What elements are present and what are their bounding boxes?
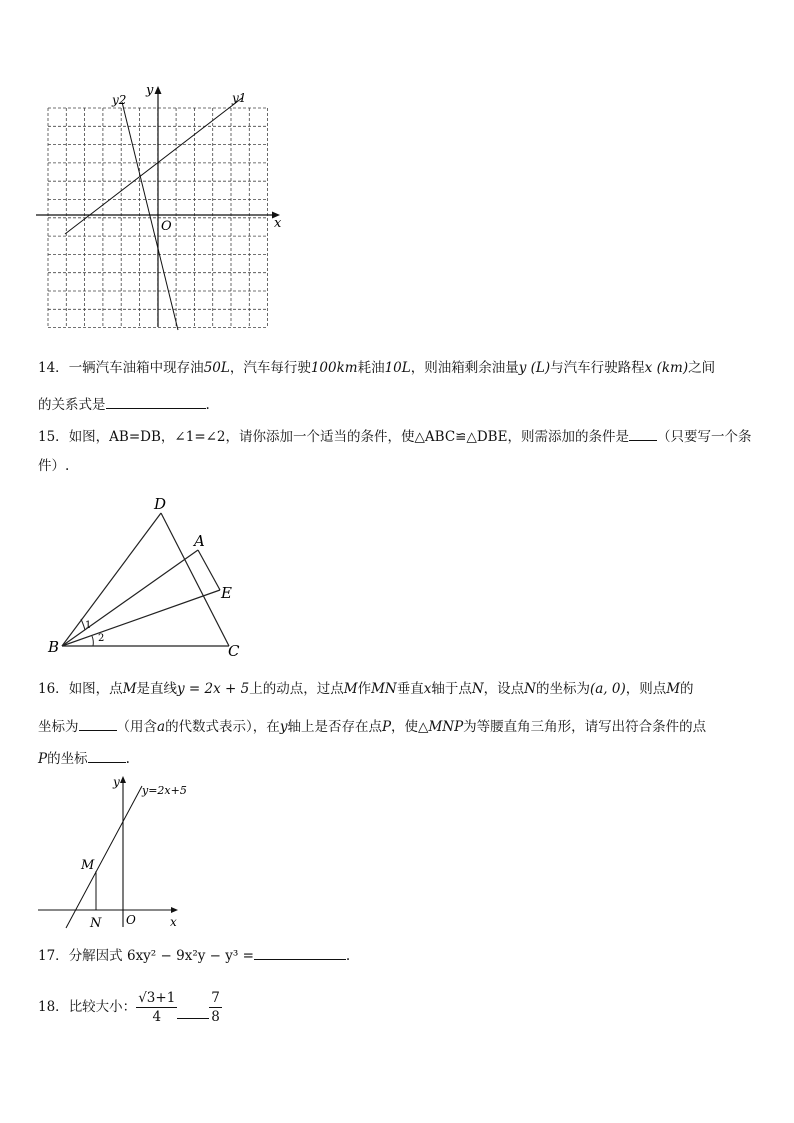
question-14-line2 (38, 394, 210, 415)
label-angle-2: 2 (98, 633, 105, 644)
q14-var-y: y (L) (518, 360, 551, 376)
label-M: M (81, 858, 95, 873)
origin-label: O (161, 219, 172, 234)
label-N: N (90, 916, 102, 931)
segment-AE (198, 550, 220, 590)
q16-var: MN (371, 681, 397, 697)
angle-2-arc (92, 636, 93, 646)
q14-fuel: 50L (203, 360, 230, 376)
line-y1-label: y1 (232, 91, 247, 105)
answer-blank[interactable] (106, 394, 206, 409)
fraction-numerator: √3+1 (138, 990, 176, 1006)
q16-text: 的 (680, 681, 694, 697)
y-axis-arrow (155, 86, 162, 94)
q16-var: P (38, 751, 48, 767)
triangle-figure (40, 492, 250, 662)
line-y2-label: y2 (112, 93, 127, 107)
q15-text: （只要写一个条 (656, 429, 752, 445)
q16-end: . (125, 751, 130, 767)
q14-number: 14． (38, 360, 69, 376)
q16-text: 作 (357, 681, 372, 697)
q16-text: ，设点 (483, 681, 525, 697)
answer-blank[interactable] (629, 426, 657, 441)
fraction-denominator: 4 (152, 1009, 162, 1025)
q14-var-x: x (km) (644, 360, 689, 376)
label-E: E (221, 584, 232, 602)
q15-text: 如图，AB=DB，∠1=∠2，请你添加一个适当的条件，使△ABC≌△DBE，则需添加的条件是 (68, 429, 629, 445)
q14-text: 一辆汽车油箱中现存油 (68, 360, 204, 376)
question-15-line1 (38, 426, 751, 447)
q16-var: MNP (428, 719, 464, 735)
fraction-sqrt3-plus-1-over-4 (136, 989, 177, 1026)
q17-number: 17． (38, 948, 69, 964)
q14-text: 与汽车行驶路程 (550, 360, 645, 376)
y-axis-arrow (120, 776, 126, 783)
q17-text: 分解因式 6xy² − 9x²y − y³ = (68, 948, 254, 964)
q16-text: 轴于点 (431, 681, 472, 697)
q16-coord: (a, 0) (589, 681, 626, 697)
x-axis-arrow (171, 907, 178, 913)
segment-BA (62, 550, 198, 646)
q16-text: 上的动点，过点 (249, 681, 344, 697)
q16-text: 轴上是否存在点 (287, 719, 382, 735)
q14-text: ，则油箱剩余油量 (410, 360, 519, 376)
q16-equation: y = 2x + 5 (177, 681, 250, 697)
q16-text: 的坐标 (47, 751, 88, 767)
label-angle-1: 1 (85, 620, 92, 631)
origin-label: O (126, 913, 136, 927)
x-axis-label: x (170, 915, 177, 929)
q14-text: 耗油 (357, 360, 385, 376)
q16-text: 垂直 (396, 681, 424, 697)
label-A: A (194, 532, 205, 550)
fraction-numerator: 7 (211, 990, 220, 1006)
segment-BD (62, 513, 161, 646)
label-D: D (154, 495, 167, 513)
answer-blank[interactable] (254, 945, 346, 960)
label-B: B (48, 638, 60, 656)
question-16-line1 (38, 679, 694, 699)
line-y-2x-5 (66, 786, 142, 928)
question-14-line1 (38, 358, 715, 378)
q14-consumption: 10L (384, 360, 411, 376)
q16-text: 的代数式表示），在 (165, 719, 280, 735)
q14-end: . (205, 397, 210, 413)
q15-text: 件）. (38, 458, 70, 474)
fraction-7-over-8 (209, 989, 222, 1026)
q14-text: ，汽车每行驶 (229, 360, 311, 376)
q16-number: 16． (38, 681, 69, 697)
line-y2 (122, 102, 178, 330)
q18-number: 18． (38, 999, 69, 1015)
q16-text: 如图，点 (68, 681, 123, 697)
question-16-line2 (38, 716, 706, 737)
line-y1 (65, 98, 242, 234)
q16-text: （用含 (116, 719, 157, 735)
line-label: y=2x+5 (142, 784, 187, 797)
q16-var: y (279, 719, 288, 735)
q16-var: M (122, 681, 137, 697)
label-C: C (228, 642, 240, 660)
q16-var: M (666, 681, 681, 697)
q16-text: 是直线 (136, 681, 178, 697)
question-17 (38, 945, 350, 966)
q16-text: ，则点 (625, 681, 667, 697)
q15-number: 15． (38, 429, 69, 445)
y-axis-label: y (113, 775, 120, 789)
answer-blank[interactable] (88, 748, 126, 763)
graph-linear-functions (34, 82, 294, 332)
q16-var: P (381, 719, 392, 735)
x-axis-label: x (274, 216, 282, 231)
q16-var: x (423, 681, 432, 697)
q14-distance: 100km (310, 360, 358, 376)
fraction-denominator: 8 (211, 1009, 220, 1025)
q16-graph (34, 772, 204, 932)
question-16-line3 (38, 748, 130, 769)
answer-blank[interactable] (177, 996, 209, 1019)
q16-text: 的坐标为 (535, 681, 590, 697)
y-axis-label: y (146, 83, 154, 98)
q17-end: . (345, 948, 351, 964)
q16-var: a (157, 719, 166, 735)
q16-var: N (471, 681, 484, 697)
q16-text: ，使△ (391, 719, 429, 735)
q16-var: N (524, 681, 536, 697)
question-18 (38, 984, 222, 1030)
question-15-line2 (38, 456, 69, 476)
q14-text: 之间 (688, 360, 716, 376)
q14-text: 的关系式是 (38, 397, 106, 413)
segment-BE (62, 590, 220, 646)
q16-var: M (343, 681, 358, 697)
answer-blank[interactable] (79, 716, 117, 731)
q16-text: 为等腰直角三角形，请写出符合条件的点 (463, 719, 707, 735)
q18-text: 比较大小： (68, 999, 137, 1015)
q16-text: 坐标为 (38, 719, 79, 735)
